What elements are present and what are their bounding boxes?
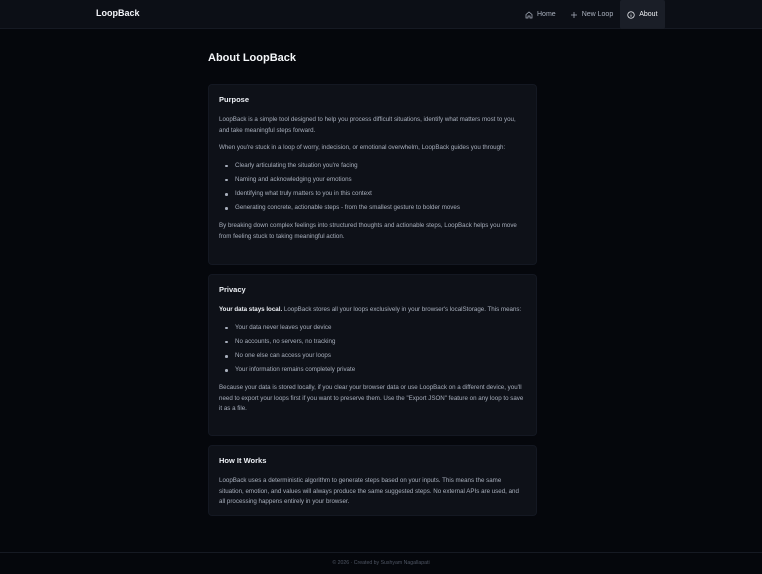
main-nav (518, 0, 665, 29)
purpose-heading: Purpose (219, 95, 250, 104)
list-item: Your information remains completely private (219, 365, 526, 375)
privacy-list (219, 323, 526, 376)
purpose-paragraph-1: LoopBack is a simple tool designed to help you process difficult situations, identify what matters most to you, and take meaningful steps forward. (219, 116, 516, 134)
how-it-works-card (208, 445, 537, 516)
privacy-paragraph-1 (219, 305, 526, 316)
privacy-emphasis: Your data stays local. (219, 306, 283, 313)
purpose-paragraph-2: When you're stuck in a loop of worry, indecision, or emotional overwhelm, LoopBack guides you through: (219, 144, 506, 151)
footer: © 2026 · Created by Sushyam Nagallapati (0, 552, 762, 573)
list-item: Generating concrete, actionable steps - from the smallest gesture to bolder moves (219, 203, 526, 213)
purpose-card (208, 84, 537, 265)
plus-icon (570, 11, 578, 19)
info-icon (627, 11, 635, 19)
nav-home[interactable] (518, 0, 563, 29)
privacy-paragraph-1-rest: LoopBack stores all your loops exclusively in your browser's localStorage. This means: (282, 306, 522, 313)
list-item: Clearly articulating the situation you're facing (219, 161, 526, 171)
top-navbar (0, 0, 762, 29)
list-item: Your data never leaves your device (219, 323, 526, 333)
how-it-works-paragraph: LoopBack uses a deterministic algorithm to generate steps based on your inputs. This means the same situation, emotion, and values will always produce the same suggested steps. No external APIs are used, and all processing happens entirely in your browser. (219, 477, 519, 505)
purpose-paragraph-3: By breaking down complex feelings into structured thoughts and actionable steps, LoopBack helps you move from feeling stuck to taking meaningful action. (219, 222, 517, 240)
privacy-card (208, 274, 537, 436)
list-item: Naming and acknowledging your emotions (219, 175, 526, 185)
list-item: No accounts, no servers, no tracking (219, 337, 526, 347)
brand-logo[interactable]: LoopBack (96, 8, 140, 18)
privacy-heading: Privacy (219, 285, 246, 294)
nav-new-loop[interactable] (563, 0, 621, 29)
nav-about-label: About (639, 11, 658, 18)
page-title: About LoopBack (208, 52, 296, 64)
list-item: No one else can access your loops (219, 351, 526, 361)
purpose-list (219, 161, 526, 214)
nav-new-loop-label: New Loop (581, 11, 614, 18)
privacy-paragraph-2: Because your data is stored locally, if you clear your browser data or use LoopBack on a different device, you'll need to export your loops first if you want to preserve them. Use the "Export JSON" feature on any loop to save it as a file. (219, 384, 524, 413)
home-icon (525, 11, 533, 19)
list-item: Identifying what truly matters to you in this context (219, 189, 526, 199)
nav-about[interactable] (620, 0, 664, 29)
nav-home-label: Home (537, 11, 556, 18)
how-it-works-heading: How It Works (219, 456, 267, 465)
